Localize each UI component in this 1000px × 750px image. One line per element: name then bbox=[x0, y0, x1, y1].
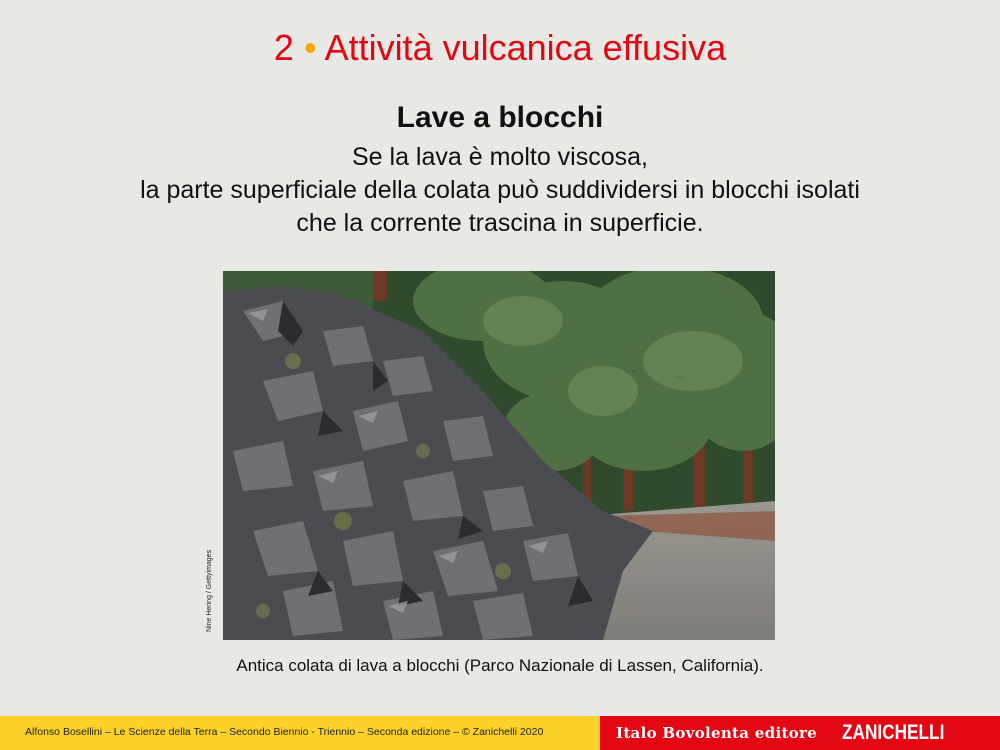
editor-name: Italo Bovolenta editore bbox=[616, 724, 818, 742]
publisher-logo-bar bbox=[600, 716, 1000, 750]
section-heading: Lave a blocchi bbox=[396, 101, 604, 134]
footer-citation-bar bbox=[0, 716, 600, 750]
description-line-2: la parte superficiale della colata può suddividersi in blocchi isolati bbox=[140, 176, 860, 204]
photo-illustration bbox=[223, 271, 775, 640]
title-separator: • bbox=[303, 27, 317, 68]
footer-citation: Alfonso Bosellini – Le Scienze della Terra – Secondo Biennio - Triennio – Seconda edizione – © Zanichelli 2020 bbox=[25, 726, 544, 738]
photo-caption: Antica colata di lava a blocchi (Parco Nazionale di Lassen, California). bbox=[236, 656, 764, 675]
slide-number: 2 bbox=[273, 27, 294, 68]
lava-block-photo bbox=[223, 271, 775, 640]
slide-title-text: Attività vulcanica effusiva bbox=[324, 27, 727, 68]
description-line-3: che la corrente trascina in superficie. bbox=[296, 209, 704, 237]
slide-title bbox=[0, 26, 1000, 70]
description-line-1: Se la lava è molto viscosa, bbox=[352, 143, 648, 171]
photo-credit: Nine Hering / Gettyimages bbox=[206, 549, 213, 632]
publisher-logo: ZANICHELLI bbox=[842, 721, 945, 744]
section-description bbox=[0, 141, 1000, 240]
